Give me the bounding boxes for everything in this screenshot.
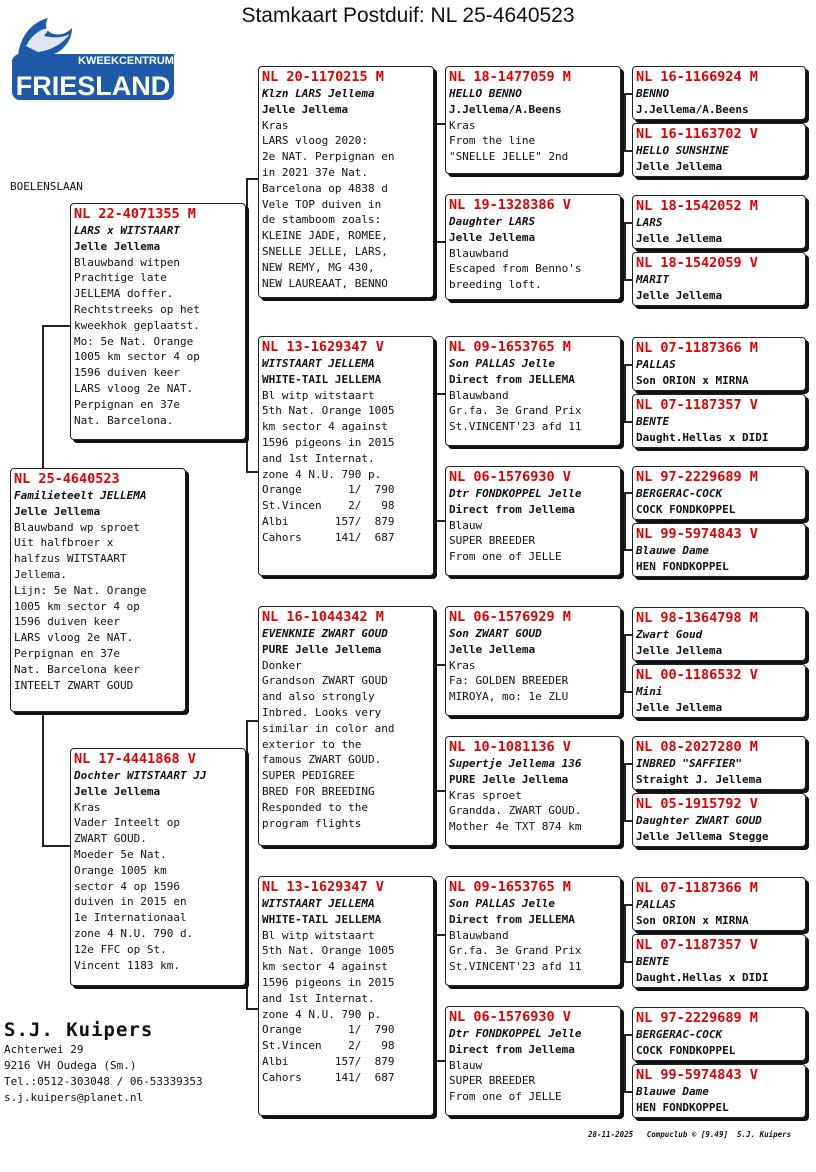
breeder: Direct from JELLEMA: [449, 912, 575, 926]
ring-number: NL 08-2027280 M: [636, 739, 758, 755]
pigeon-name: BERGERAC-COCK: [636, 1028, 723, 1041]
desc-line: JELLEMA doffer.: [74, 287, 174, 301]
desc-line: LARS vloog 2e NAT.: [14, 631, 134, 645]
desc-line: St.VINCENT'23 afd 11: [449, 420, 582, 434]
desc-line: Grandson ZWART GOUD: [262, 674, 388, 688]
desc-line: SNELLE JELLE, LARS,: [262, 244, 388, 258]
ring-number: NL 99-5974843 V: [636, 526, 758, 542]
ring-number: NL 07-1187357 V: [636, 397, 758, 413]
desc-line: Blauwband: [449, 388, 509, 402]
owner-city: 9216 VH Oudega (Sm.): [4, 1059, 137, 1072]
pigeon-name: Familieteelt JELLEMA: [14, 489, 147, 502]
pigeon-name: Dochter WITSTAART JJ: [74, 769, 207, 782]
pigeon-name: Dtr FONDKOPPEL Jelle: [449, 1027, 582, 1040]
pigeon-name: WITSTAART JELLEMA: [262, 357, 375, 370]
grandparent-card: [258, 336, 434, 576]
ring-number: NL 98-1364798 M: [636, 610, 758, 626]
desc-line: Vader Inteelt op: [74, 816, 180, 830]
desc-line: de stamboom zoals:: [262, 213, 382, 227]
breeder: Jelle Jellema: [636, 643, 723, 657]
g4-card: [632, 123, 806, 177]
desc-line: From the line: [449, 134, 536, 148]
breeder: Jelle Jellema: [449, 642, 536, 656]
pigeon-name: Son PALLAS Jelle: [449, 897, 555, 910]
desc-line: 2e NAT. Perpignan en: [262, 150, 395, 164]
desc-line: Lijn: 5e Nat. Orange: [14, 583, 147, 597]
pigeon-name: BERGERAC-COCK: [636, 487, 723, 500]
g4-card: [632, 252, 806, 306]
pigeon-name: Son ZWART GOUD: [449, 627, 542, 640]
desc-line: SUPER PEDIGREE: [262, 769, 355, 783]
g4-card: [632, 934, 806, 988]
breeder: Jelle Jellema: [262, 102, 349, 116]
pigeon-name: BENTE: [636, 415, 670, 428]
ring-number: NL 13-1629347 V: [262, 879, 384, 895]
desc-line: 5th Nat. Orange 1005: [262, 944, 395, 958]
desc-line: BRED FOR BREEDING: [262, 784, 375, 798]
desc-line: Rechtstreeks op het: [74, 302, 200, 316]
breeder: Jelle Jellema: [74, 239, 161, 253]
g4-card: [632, 664, 806, 718]
pigeon-name: Blauwe Dame: [636, 544, 709, 557]
desc-line: Vincent 1183 km.: [74, 958, 180, 972]
ring-number: NL 97-2229689 M: [636, 469, 758, 485]
great-grandparent-card: [445, 336, 621, 446]
subject-card: [10, 468, 186, 712]
pigeon-name: Son PALLAS Jelle: [449, 357, 555, 370]
breeder: Jelle Jellema: [74, 784, 161, 798]
desc-line: 1596 pigeons in 2015: [262, 975, 395, 989]
desc-line: Kras: [449, 118, 476, 132]
desc-line: Nat. Barcelona keer: [14, 662, 140, 676]
breeder: PURE Jelle Jellema: [449, 772, 569, 786]
desc-line: ZWART GOUD.: [74, 832, 147, 846]
g4-card: [632, 394, 806, 448]
logo-main-text: FRIESLAND: [15, 71, 171, 101]
desc-line: similar in color and: [262, 721, 395, 735]
kweekcentrum-friesland-logo: [10, 16, 176, 102]
desc-line: Prachtige late: [74, 271, 167, 285]
desc-line: INTEELT ZWART GOUD: [14, 678, 134, 692]
desc-line: St.Vincen 2/ 98: [262, 1039, 395, 1053]
desc-line: Orange 1005 km: [74, 863, 167, 877]
desc-line: program flights: [262, 816, 362, 830]
g4-card: [632, 877, 806, 931]
desc-line: Escaped from Benno's: [449, 262, 582, 276]
desc-line: NEW LAUREAAT, BENNO: [262, 276, 388, 290]
great-grandparent-card: [445, 1006, 621, 1116]
breeder: Direct from Jellema: [449, 502, 575, 516]
breeder: HEN FONDKOPPEL: [636, 559, 729, 573]
pigeon-name: Dtr FONDKOPPEL Jelle: [449, 487, 582, 500]
desc-line: zone 4 N.U. 790 p.: [262, 467, 382, 481]
pigeon-name: LARS x WITSTAART: [74, 224, 180, 237]
desc-line: Mo: 5e Nat. Orange: [74, 334, 194, 348]
ring-number: NL 06-1576930 V: [449, 469, 571, 485]
pigeon-name: PALLAS: [636, 898, 676, 911]
breeder: Jelle Jellema Stegge: [636, 829, 769, 843]
desc-line: Blauw: [449, 518, 483, 532]
great-grandparent-card: [445, 736, 621, 846]
desc-line: Bl witp witstaart: [262, 388, 375, 402]
breeder: Son ORION x MIRNA: [636, 373, 749, 387]
desc-line: zone 4 N.U. 790 d.: [74, 926, 194, 940]
breeder: Jelle Jellema: [636, 700, 723, 714]
pigeon-name: Mini: [636, 685, 663, 698]
desc-line: 5th Nat. Orange 1005: [262, 404, 395, 418]
breeder: HEN FONDKOPPEL: [636, 1100, 729, 1114]
breeder: J.Jellema/A.Beens: [449, 102, 562, 116]
breeder: WHITE-TAIL JELLEMA: [262, 372, 382, 386]
desc-line: Donker: [262, 658, 302, 672]
g4-card: [632, 607, 806, 661]
ring-number: NL 20-1170215 M: [262, 69, 384, 85]
desc-line: Perpignan en 37e: [14, 646, 120, 660]
desc-line: Vele TOP duiven in: [262, 197, 382, 211]
desc-line: Fa: GOLDEN BREEDER: [449, 674, 569, 688]
desc-line: zone 4 N.U. 790 p.: [262, 1007, 382, 1021]
g4-card: [632, 736, 806, 790]
desc-line: MIROYA, mo: 1e ZLU: [449, 690, 569, 704]
breeder: Jelle Jellema: [14, 504, 101, 518]
desc-line: Moeder 5e Nat.: [74, 847, 167, 861]
ring-number: NL 09-1653765 M: [449, 879, 571, 895]
breeder: COCK FONDKOPPEL: [636, 1043, 736, 1057]
ring-number: NL 18-1542059 V: [636, 255, 758, 271]
desc-line: Inbred. Looks very: [262, 705, 382, 719]
desc-line: Perpignan en 37e: [74, 397, 180, 411]
breeder: J.Jellema/A.Beens: [636, 102, 749, 116]
pigeon-name: Blauwe Dame: [636, 1085, 709, 1098]
breeder: Direct from Jellema: [449, 1042, 575, 1056]
pigeon-name: Supertje Jellema 136: [449, 757, 582, 770]
g4-card: [632, 195, 806, 249]
owner-email[interactable]: s.j.kuipers@planet.nl: [4, 1091, 144, 1104]
breeder: Jelle Jellema: [636, 288, 723, 302]
breeder: PURE Jelle Jellema: [262, 642, 382, 656]
breeder: Son ORION x MIRNA: [636, 913, 749, 927]
sire-card: [70, 203, 246, 440]
owner-phone: Tel.:0512-303048 / 06-53339353: [4, 1075, 203, 1088]
desc-line: km sector 4 against: [262, 420, 388, 434]
desc-line: SUPER BREEDER: [449, 1074, 536, 1088]
desc-line: exterior to the: [262, 737, 362, 751]
pigeon-name: BENNO: [636, 87, 670, 100]
desc-line: 12e FFC op St.: [74, 942, 167, 956]
great-grandparent-card: [445, 876, 621, 986]
ring-number: NL 18-1542052 M: [636, 198, 758, 214]
pigeon-name: EVENKNIE ZWART GOUD: [262, 627, 388, 640]
ring-number: NL 06-1576929 M: [449, 609, 571, 625]
desc-line: SUPER BREEDER: [449, 534, 536, 548]
g4-card: [632, 337, 806, 391]
desc-line: Blauwband: [449, 246, 509, 260]
desc-line: NEW REMY, MG 430,: [262, 260, 375, 274]
pigeon-name: Klzn LARS Jellema: [262, 87, 375, 100]
desc-line: St.VINCENT'23 afd 11: [449, 960, 582, 974]
g4-card: [632, 466, 806, 520]
desc-line: Blauwband witpen: [74, 255, 180, 269]
g4-card: [632, 523, 806, 577]
desc-line: and 1st Internat.: [262, 991, 375, 1005]
ring-number: NL 16-1044342 M: [262, 609, 384, 625]
desc-line: duiven in 2015 en: [74, 895, 187, 909]
desc-line: Blauwband wp sproet: [14, 520, 140, 534]
desc-line: KLEINE JADE, ROMEE,: [262, 229, 388, 243]
desc-line: From one of JELLE: [449, 550, 562, 564]
desc-line: Kras sproet: [449, 788, 522, 802]
pigeon-name: WITSTAART JELLEMA: [262, 897, 375, 910]
ring-number: NL 06-1576930 V: [449, 1009, 571, 1025]
desc-line: and 1st Internat.: [262, 451, 375, 465]
desc-line: and also strongly: [262, 690, 375, 704]
breeder: Jelle Jellema: [449, 230, 536, 244]
g4-card: [632, 793, 806, 847]
ring-number: NL 22-4071355 M: [74, 206, 196, 222]
g4-card: [632, 66, 806, 120]
breeder: Direct from JELLEMA: [449, 372, 575, 386]
breeder: Jelle Jellema: [636, 159, 723, 173]
desc-line: "SNELLE JELLE" 2nd: [449, 150, 569, 164]
desc-line: Albi 157/ 879: [262, 1054, 395, 1068]
ring-number: NL 16-1166924 M: [636, 69, 758, 85]
ring-number: NL 10-1081136 V: [449, 739, 571, 755]
great-grandparent-card: [445, 606, 621, 716]
ring-number: NL 05-1915792 V: [636, 796, 758, 812]
desc-line: Kras: [262, 118, 289, 132]
desc-line: famous ZWART GOUD.: [262, 753, 382, 767]
pigeon-name: MARIT: [636, 273, 670, 286]
desc-line: Responded to the: [262, 800, 368, 814]
desc-line: LARS vloog 2e NAT.: [74, 381, 194, 395]
ring-number: NL 25-4640523: [14, 471, 120, 487]
ring-number: NL 07-1187357 V: [636, 937, 758, 953]
desc-line: Mother 4e TXT 874 km: [449, 820, 582, 834]
ring-number: NL 18-1477059 M: [449, 69, 571, 85]
pigeon-name: Daughter LARS: [449, 215, 536, 228]
logo-top-text: KWEEKCENTRUM: [78, 55, 174, 67]
page-title: Stamkaart Postduif: NL 25-4640523: [241, 4, 575, 27]
desc-line: Grandda. ZWART GOUD.: [449, 804, 582, 818]
desc-line: breeding loft.: [449, 278, 542, 292]
desc-line: St.Vincen 2/ 98: [262, 499, 395, 513]
pigeon-name: Zwart Goud: [636, 628, 703, 641]
great-grandparent-card: [445, 66, 621, 174]
breeder: Straight J. Jellema: [636, 772, 762, 786]
desc-line: Jellema.: [14, 567, 67, 581]
grandparent-card: [258, 606, 434, 846]
breeder: COCK FONDKOPPEL: [636, 502, 736, 516]
desc-line: 1596 pigeons in 2015: [262, 435, 395, 449]
breeder: WHITE-TAIL JELLEMA: [262, 912, 382, 926]
ring-number: NL 99-5974843 V: [636, 1067, 758, 1083]
desc-line: 1005 km sector 4 op: [74, 350, 200, 364]
ring-number: NL 07-1187366 M: [636, 340, 758, 356]
ring-number: NL 97-2229689 M: [636, 1010, 758, 1026]
g4-card: [632, 1064, 806, 1118]
grandparent-card: [258, 66, 434, 298]
desc-line: From one of JELLE: [449, 1090, 562, 1104]
pigeon-name: Daughter ZWART GOUD: [636, 814, 762, 827]
dam-card: [70, 748, 246, 986]
ring-number: NL 00-1186532 V: [636, 667, 758, 683]
owner-address: Achterwei 29: [4, 1043, 84, 1056]
desc-line: 1e Internationaal: [74, 911, 187, 925]
desc-line: Bl witp witstaart: [262, 928, 375, 942]
desc-line: Gr.fa. 3e Grand Prix: [449, 404, 582, 418]
ring-number: NL 16-1163702 V: [636, 126, 758, 142]
desc-line: Barcelona op 4838 d: [262, 181, 388, 195]
desc-line: Orange 1/ 790: [262, 1023, 395, 1037]
desc-line: Kras: [74, 800, 101, 814]
desc-line: LARS vloog 2020:: [262, 134, 368, 148]
grandparent-card: [258, 876, 434, 1116]
footer-credit: 28-11-2025 Compuclub © [9.49] S.J. Kuipers: [588, 1130, 792, 1139]
ring-number: NL 19-1328386 V: [449, 197, 571, 213]
great-grandparent-card: [445, 466, 621, 576]
ring-number: NL 17-4441868 V: [74, 751, 196, 767]
desc-line: in 2021 37e Nat.: [262, 165, 368, 179]
ring-number: NL 07-1187366 M: [636, 880, 758, 896]
desc-line: 1005 km sector 4 op: [14, 599, 140, 613]
desc-line: Cahors 141/ 687: [262, 1070, 395, 1084]
desc-line: Nat. Barcelona.: [74, 413, 174, 427]
pigeon-name: HELLO SUNSHINE: [636, 144, 729, 157]
desc-line: halfzus WITSTAART: [14, 552, 127, 566]
loft-name: BOELENSLAAN: [10, 180, 83, 193]
desc-line: Blauw: [449, 1058, 483, 1072]
desc-line: kweekhok geplaatst.: [74, 318, 200, 332]
ring-number: NL 09-1653765 M: [449, 339, 571, 355]
pigeon-name: BENTE: [636, 955, 670, 968]
desc-line: Cahors 141/ 687: [262, 530, 395, 544]
desc-line: Orange 1/ 790: [262, 483, 395, 497]
pigeon-name: PALLAS: [636, 358, 676, 371]
ring-number: NL 13-1629347 V: [262, 339, 384, 355]
owner-block: [4, 1018, 203, 1106]
desc-line: sector 4 op 1596: [74, 879, 180, 893]
breeder: Jelle Jellema: [636, 231, 723, 245]
great-grandparent-card: [445, 194, 621, 300]
pigeon-name: HELLO BENNO: [449, 87, 522, 100]
desc-line: 1596 duiven keer: [14, 615, 120, 629]
desc-line: Albi 157/ 879: [262, 514, 395, 528]
pigeon-name: LARS: [636, 216, 663, 229]
owner-name: S.J. Kuipers: [4, 1019, 154, 1041]
desc-line: 1596 duiven keer: [74, 366, 180, 380]
breeder: Daught.Hellas x DIDI: [636, 430, 769, 444]
breeder: Daught.Hellas x DIDI: [636, 970, 769, 984]
desc-line: Gr.fa. 3e Grand Prix: [449, 944, 582, 958]
desc-line: Kras: [449, 658, 476, 672]
desc-line: Uit halfbroer x: [14, 536, 114, 550]
desc-line: km sector 4 against: [262, 960, 388, 974]
g4-card: [632, 1007, 806, 1061]
pigeon-name: INBRED "SAFFIER": [636, 757, 742, 770]
desc-line: Blauwband: [449, 928, 509, 942]
